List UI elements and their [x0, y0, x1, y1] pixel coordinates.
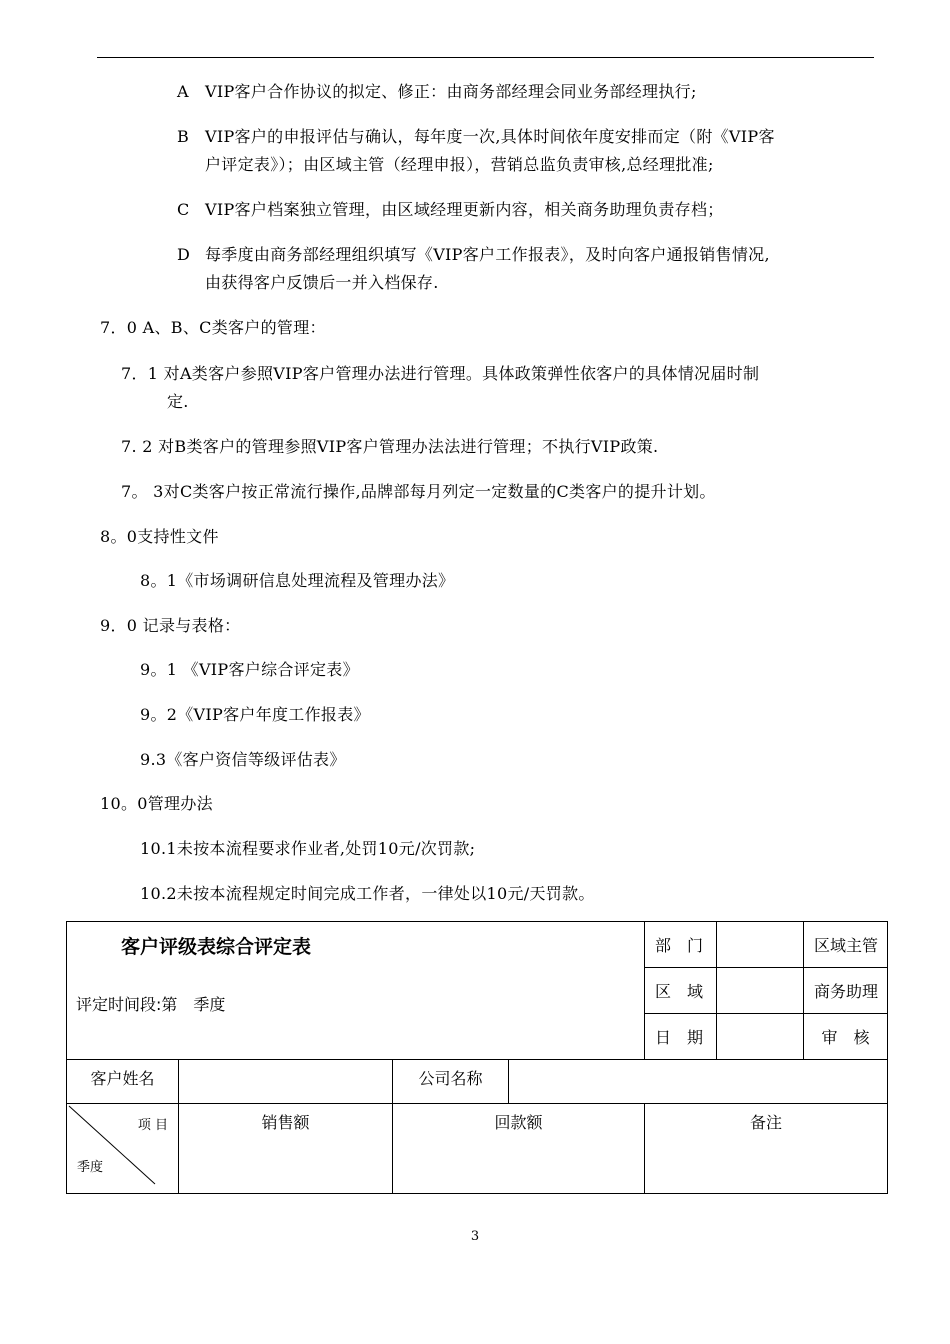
section-7-2: 7. 2 对B类客户的管理参照VIP客户管理办法法进行管理；不执行VIP政策.: [121, 437, 659, 456]
section-10-1: 10.1未按本流程要求作业者,处罚10元/次罚款;: [140, 839, 476, 858]
clause-d-text-line1: 每季度由商务部经理组织填写《VIP客户工作报表》，及时向客户通报销售情况,: [205, 245, 770, 264]
clause-b-text-line1: VIP客户的申报评估与确认，每年度一次,具体时间依年度安排而定（附《VIP客: [205, 127, 775, 146]
item-label: 项 目: [137, 1118, 168, 1133]
review-label: 审 核: [804, 1014, 888, 1060]
form-title: 客户评级表综合评定表: [121, 936, 312, 958]
clause-a-mark: A: [177, 82, 189, 101]
date-value[interactable]: [717, 1014, 804, 1060]
clause-b-mark: B: [177, 127, 190, 146]
section-9-1: 9。1 《VIP客户综合评定表》: [140, 660, 359, 679]
company-name-value[interactable]: [509, 1060, 888, 1104]
section-10-heading: 10。0管理办法: [100, 794, 213, 813]
company-name-label: 公司名称: [393, 1060, 509, 1104]
page-number: 3: [470, 1229, 480, 1244]
section-10-2: 10.2未按本流程规定时间完成工作者，一律处以10元/天罚款。: [140, 884, 595, 903]
clause-a-text: VIP客户合作协议的拟定、修正：由商务部经理会同业务部经理执行;: [205, 82, 697, 101]
region-manager-label: 区域主管: [804, 922, 888, 968]
payment-header: 回款额: [393, 1104, 645, 1194]
customer-name-value[interactable]: [179, 1060, 393, 1104]
section-9-2: 9。2《VIP客户年度工作报表》: [140, 705, 370, 724]
section-9-heading: 9．0 记录与表格：: [100, 616, 241, 635]
clause-a: [177, 82, 697, 102]
clause-c: [177, 200, 724, 220]
clause-d-mark: D: [177, 245, 191, 264]
clause-d: [177, 245, 770, 265]
header-rule: [97, 57, 874, 58]
sales-header: 销售额: [179, 1104, 393, 1194]
clause-d-text-line2: 由获得客户反馈后一并入档保存.: [205, 273, 439, 292]
section-8-1: 8。1《市场调研信息处理流程及管理办法》: [140, 571, 455, 590]
season-label: 季度: [77, 1160, 104, 1175]
evaluation-form: [66, 921, 888, 1194]
date-label: 日 期: [645, 1014, 717, 1060]
remarks-header: 备注: [645, 1104, 888, 1194]
evaluation-period: 评定时间段:第 季度: [76, 995, 226, 1014]
section-7-heading: 7．0 A、B、C类客户的管理：: [100, 318, 326, 337]
dept-label: 部 门: [645, 922, 717, 968]
section-7-1-line1: 7．1 对A类客户参照VIP客户管理办法进行管理。具体政策弹性依客户的具体情况届时制: [121, 364, 760, 383]
item-season-header: [67, 1104, 179, 1194]
section-9-3: 9.3《客户资信等级评估表》: [140, 750, 346, 769]
region-value[interactable]: [717, 968, 804, 1014]
clause-b-text-line2: 户评定表》）；由区域主管（经理申报），营销总监负责审核,总经理批准;: [205, 155, 714, 174]
dept-value[interactable]: [717, 922, 804, 968]
section-7-3: 7。 3对C类客户按正常流行操作,品牌部每月列定一定数量的C类客户的提升计划。: [121, 482, 716, 501]
clause-c-mark: C: [177, 200, 190, 219]
section-8-heading: 8。0支持性文件: [100, 527, 219, 546]
section-7-1-line2: 定.: [167, 392, 189, 411]
customer-name-label: 客户姓名: [67, 1060, 179, 1104]
region-label: 区 域: [645, 968, 717, 1014]
clause-b: [177, 127, 775, 147]
business-assistant-label: 商务助理: [804, 968, 888, 1014]
form-title-cell: [67, 922, 645, 1060]
clause-c-text: VIP客户档案独立管理，由区域经理更新内容，相关商务助理负责存档；: [205, 200, 724, 219]
